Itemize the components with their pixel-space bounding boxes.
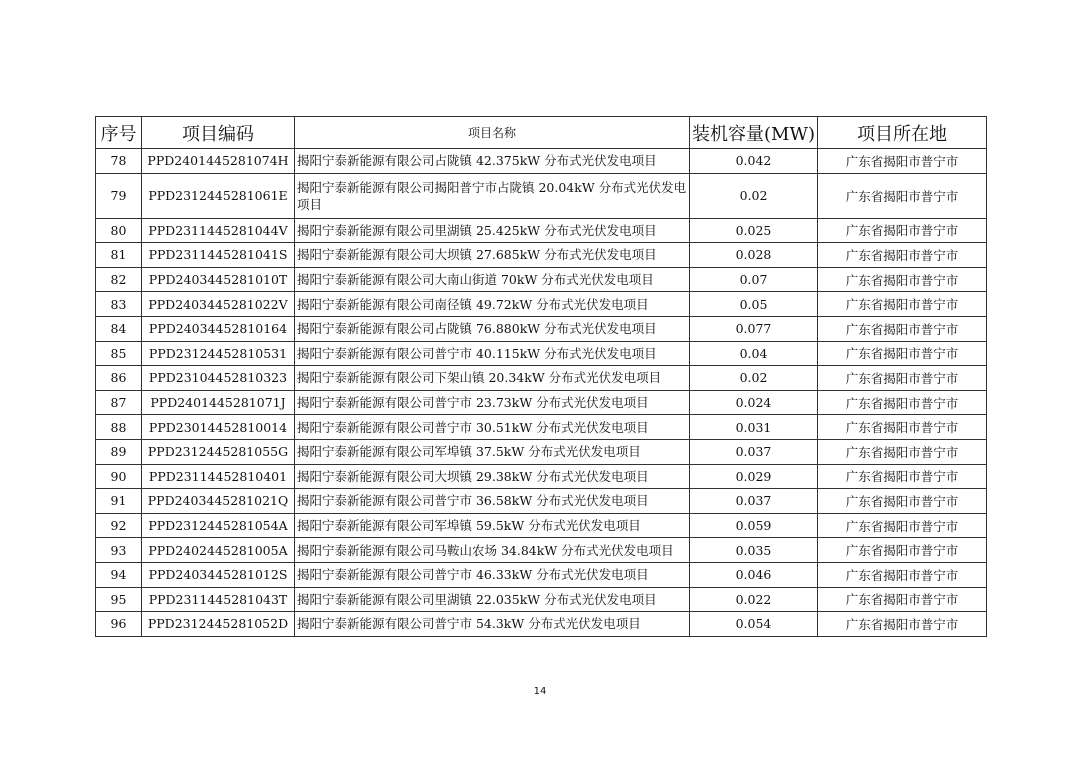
cell-name: 揭阳宁泰新能源有限公司大坝镇 27.685kW 分布式光伏发电项目 (295, 243, 690, 268)
table-row (96, 341, 987, 366)
cell-code: PPD2401445281071J (142, 390, 295, 415)
cell-capacity: 0.028 (690, 243, 818, 268)
cell-no: 90 (96, 464, 142, 489)
cell-no: 80 (96, 218, 142, 243)
table-row (96, 243, 987, 268)
table-row (96, 489, 987, 514)
cell-name: 揭阳宁泰新能源有限公司占陇镇 42.375kW 分布式光伏发电项目 (295, 149, 690, 174)
cell-location: 广东省揭阳市普宁市 (818, 415, 987, 440)
cell-no: 94 (96, 562, 142, 587)
cell-location: 广东省揭阳市普宁市 (818, 538, 987, 563)
cell-location: 广东省揭阳市普宁市 (818, 316, 987, 341)
cell-name: 揭阳宁泰新能源有限公司普宁市 23.73kW 分布式光伏发电项目 (295, 390, 690, 415)
cell-location: 广东省揭阳市普宁市 (818, 243, 987, 268)
cell-name: 揭阳宁泰新能源有限公司南径镇 49.72kW 分布式光伏发电项目 (295, 292, 690, 317)
cell-capacity: 0.037 (690, 439, 818, 464)
cell-name: 揭阳宁泰新能源有限公司普宁市 30.51kW 分布式光伏发电项目 (295, 415, 690, 440)
cell-capacity: 0.054 (690, 612, 818, 637)
table-row (96, 513, 987, 538)
cell-location: 广东省揭阳市普宁市 (818, 587, 987, 612)
cell-name: 揭阳宁泰新能源有限公司普宁市 40.115kW 分布式光伏发电项目 (295, 341, 690, 366)
cell-capacity: 0.025 (690, 218, 818, 243)
cell-capacity: 0.022 (690, 587, 818, 612)
cell-capacity: 0.05 (690, 292, 818, 317)
header-no: 序号 (96, 117, 142, 149)
cell-code: PPD2311445281041S (142, 243, 295, 268)
cell-location: 广东省揭阳市普宁市 (818, 149, 987, 174)
cell-no: 81 (96, 243, 142, 268)
cell-code: PPD24034452810164 (142, 316, 295, 341)
cell-name: 揭阳宁泰新能源有限公司里湖镇 22.035kW 分布式光伏发电项目 (295, 587, 690, 612)
table-row (96, 218, 987, 243)
table-row (96, 439, 987, 464)
cell-no: 82 (96, 267, 142, 292)
cell-code: PPD2312445281061E (142, 173, 295, 218)
table-row (96, 173, 987, 218)
cell-no: 96 (96, 612, 142, 637)
cell-location: 广东省揭阳市普宁市 (818, 464, 987, 489)
cell-no: 89 (96, 439, 142, 464)
cell-location: 广东省揭阳市普宁市 (818, 341, 987, 366)
cell-name: 揭阳宁泰新能源有限公司里湖镇 25.425kW 分布式光伏发电项目 (295, 218, 690, 243)
cell-location: 广东省揭阳市普宁市 (818, 439, 987, 464)
table-row (96, 316, 987, 341)
cell-location: 广东省揭阳市普宁市 (818, 292, 987, 317)
cell-no: 92 (96, 513, 142, 538)
cell-location: 广东省揭阳市普宁市 (818, 489, 987, 514)
cell-capacity: 0.042 (690, 149, 818, 174)
cell-capacity: 0.07 (690, 267, 818, 292)
cell-location: 广东省揭阳市普宁市 (818, 267, 987, 292)
cell-location: 广东省揭阳市普宁市 (818, 218, 987, 243)
cell-name: 揭阳宁泰新能源有限公司占陇镇 76.880kW 分布式光伏发电项目 (295, 316, 690, 341)
cell-no: 84 (96, 316, 142, 341)
cell-name: 揭阳宁泰新能源有限公司军埠镇 59.5kW 分布式光伏发电项目 (295, 513, 690, 538)
cell-code: PPD2403445281012S (142, 562, 295, 587)
cell-name: 揭阳宁泰新能源有限公司大南山街道 70kW 分布式光伏发电项目 (295, 267, 690, 292)
cell-code: PPD2401445281074H (142, 149, 295, 174)
cell-name: 揭阳宁泰新能源有限公司大坝镇 29.38kW 分布式光伏发电项目 (295, 464, 690, 489)
cell-code: PPD23014452810014 (142, 415, 295, 440)
table-header-row (96, 117, 987, 149)
cell-capacity: 0.046 (690, 562, 818, 587)
header-capacity: 装机容量(MW) (690, 117, 818, 149)
table-row (96, 538, 987, 563)
table-row (96, 612, 987, 637)
cell-name: 揭阳宁泰新能源有限公司普宁市 36.58kW 分布式光伏发电项目 (295, 489, 690, 514)
header-location: 项目所在地 (818, 117, 987, 149)
cell-location: 广东省揭阳市普宁市 (818, 173, 987, 218)
header-name: 项目名称 (295, 117, 690, 149)
cell-code: PPD2312445281054A (142, 513, 295, 538)
cell-code: PPD2403445281021Q (142, 489, 295, 514)
cell-code: PPD2403445281022V (142, 292, 295, 317)
cell-capacity: 0.035 (690, 538, 818, 563)
cell-capacity: 0.031 (690, 415, 818, 440)
project-table (95, 116, 987, 637)
table-row (96, 267, 987, 292)
cell-no: 83 (96, 292, 142, 317)
cell-no: 85 (96, 341, 142, 366)
table-row (96, 390, 987, 415)
cell-code: PPD2403445281010T (142, 267, 295, 292)
table-row (96, 292, 987, 317)
table-row (96, 587, 987, 612)
cell-no: 86 (96, 366, 142, 391)
cell-no: 91 (96, 489, 142, 514)
cell-code: PPD2311445281044V (142, 218, 295, 243)
cell-location: 广东省揭阳市普宁市 (818, 612, 987, 637)
cell-location: 广东省揭阳市普宁市 (818, 513, 987, 538)
cell-no: 95 (96, 587, 142, 612)
cell-code: PPD2402445281005A (142, 538, 295, 563)
cell-code: PPD23104452810323 (142, 366, 295, 391)
table-row (96, 562, 987, 587)
cell-code: PPD2312445281052D (142, 612, 295, 637)
table-body (96, 149, 987, 637)
cell-capacity: 0.02 (690, 366, 818, 391)
cell-capacity: 0.024 (690, 390, 818, 415)
header-code: 项目编码 (142, 117, 295, 149)
table-row (96, 464, 987, 489)
cell-location: 广东省揭阳市普宁市 (818, 562, 987, 587)
cell-no: 87 (96, 390, 142, 415)
cell-capacity: 0.077 (690, 316, 818, 341)
cell-location: 广东省揭阳市普宁市 (818, 390, 987, 415)
cell-name: 揭阳宁泰新能源有限公司下架山镇 20.34kW 分布式光伏发电项目 (295, 366, 690, 391)
cell-capacity: 0.04 (690, 341, 818, 366)
cell-name: 揭阳宁泰新能源有限公司马鞍山农场 34.84kW 分布式光伏发电项目 (295, 538, 690, 563)
cell-capacity: 0.037 (690, 489, 818, 514)
cell-name: 揭阳宁泰新能源有限公司普宁市 54.3kW 分布式光伏发电项目 (295, 612, 690, 637)
cell-capacity: 0.02 (690, 173, 818, 218)
cell-code: PPD23124452810531 (142, 341, 295, 366)
cell-code: PPD23114452810401 (142, 464, 295, 489)
cell-no: 88 (96, 415, 142, 440)
cell-code: PPD2311445281043T (142, 587, 295, 612)
table-row (96, 149, 987, 174)
cell-no: 79 (96, 173, 142, 218)
cell-name: 揭阳宁泰新能源有限公司军埠镇 37.5kW 分布式光伏发电项目 (295, 439, 690, 464)
cell-no: 78 (96, 149, 142, 174)
cell-code: PPD2312445281055G (142, 439, 295, 464)
cell-location: 广东省揭阳市普宁市 (818, 366, 987, 391)
cell-capacity: 0.059 (690, 513, 818, 538)
table-row (96, 366, 987, 391)
cell-capacity: 0.029 (690, 464, 818, 489)
cell-name: 揭阳宁泰新能源有限公司揭阳普宁市占陇镇 20.04kW 分布式光伏发电项目 (295, 173, 690, 218)
cell-name: 揭阳宁泰新能源有限公司普宁市 46.33kW 分布式光伏发电项目 (295, 562, 690, 587)
page-number: 14 (533, 686, 547, 697)
table-row (96, 415, 987, 440)
cell-no: 93 (96, 538, 142, 563)
